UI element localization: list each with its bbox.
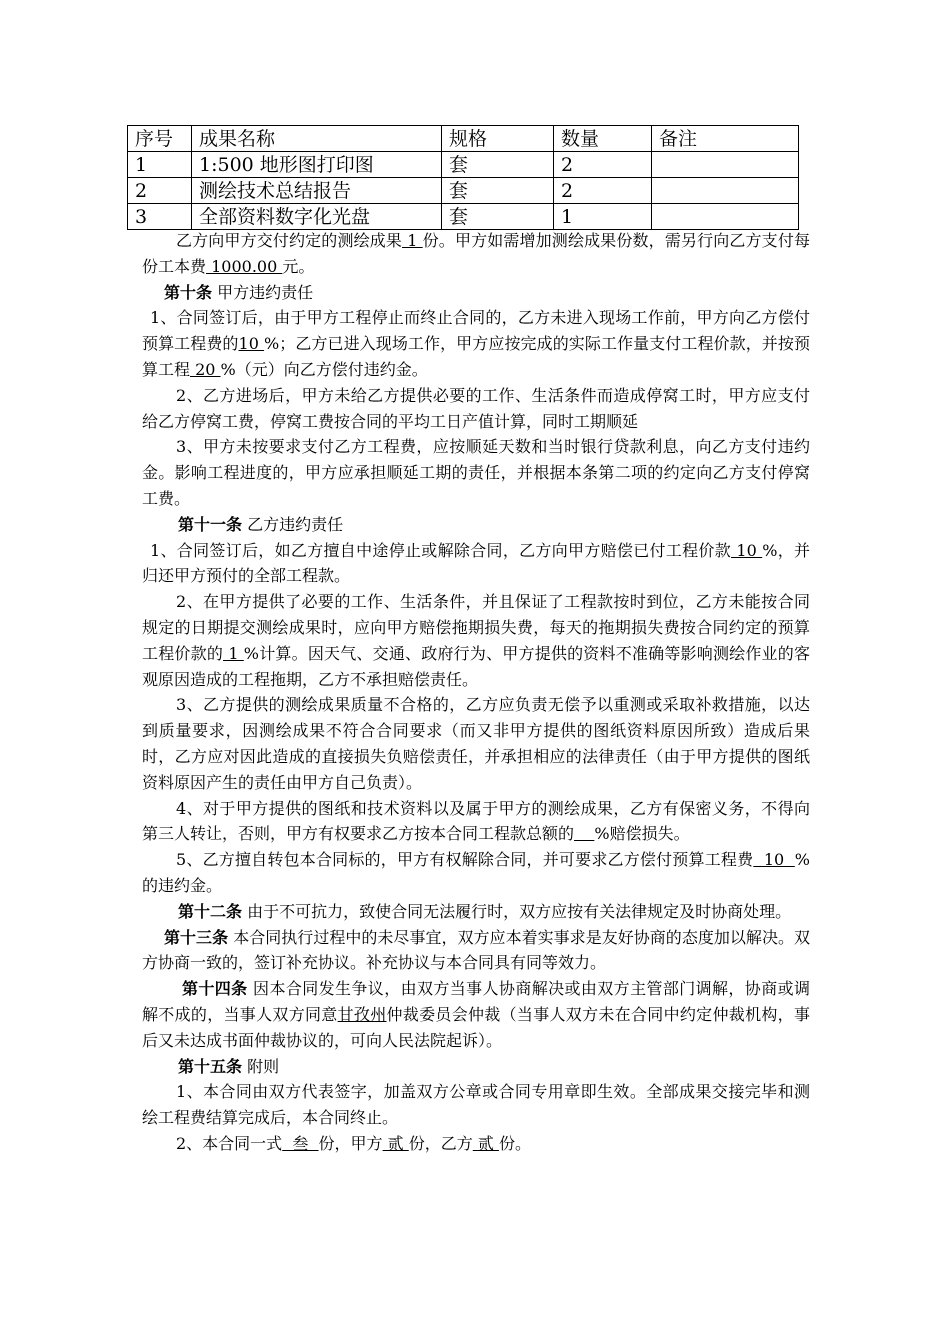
article-subtitle: 附则 — [242, 1056, 280, 1076]
article-title: 第十四条 — [182, 979, 248, 999]
text: 仲裁委员会仲裁（当事人双方未在合同中约定仲裁机构，事后又未达成书面仲裁协议的，可向人民法院起诉）。 — [142, 1004, 810, 1050]
article-12 — [142, 899, 810, 925]
table-cell: 2 — [554, 152, 652, 178]
article-10-item-3: 3、甲方未按要求支付乙方工程费，应按顺延天数和当时银行贷款利息，向乙方支付违约金。影响工程进度的，甲方应承担顺延工期的责任，并根据本条第二项的约定向乙方支付停窝工费。 — [142, 437, 810, 508]
text: 份。 — [498, 1133, 531, 1153]
header-cell: 序号 — [128, 126, 192, 152]
article-title: 第十条 — [164, 282, 213, 302]
article-14 — [142, 976, 810, 1053]
percent-value: 10 — [753, 850, 795, 870]
text: 由于不可抗力，致使合同无法履行时，双方应按有关法律规定及时协商处理。 — [242, 901, 792, 921]
article-11-item-3: 3、乙方提供的测绘成果质量不合格的，乙方应负责无偿予以重测或采取补救措施，以达到质量要求，因测绘成果不符合合同要求（而又非甲方提供的图纸资料原因所致）造成后果时，乙方应对因此造成的直接损失负赔偿责任，并承担相应的法律责任（由于甲方提供的图纸资料原因产生的责任由甲方自己负责）。 — [142, 695, 810, 792]
table-cell — [652, 152, 799, 178]
text: %的违约金。 — [142, 850, 810, 895]
article-11-heading — [142, 512, 810, 538]
text: %计算。因天气、交通、政府行为、甲方提供的资料不准确等影响测绘作业的客观原因造成的工程拖期，乙方不承担赔偿责任。 — [142, 643, 810, 689]
text: %赔偿损失。 — [594, 824, 690, 844]
text: 份。甲方如需增加测绘成果份数，需另行向乙方支付每份工本费 — [142, 231, 810, 276]
table-cell — [652, 204, 799, 230]
table-cell: 1 — [128, 152, 192, 178]
table-cell: 1:500 地形图打印图 — [192, 152, 442, 178]
text: 本合同执行过程中的未尽事宜，双方应本着实事求是友好协商的态度加以解决。双方协商一致的，签订补充协议。补充协议与本合同具有同等效力。 — [142, 927, 810, 973]
percent-value: 10 — [731, 540, 763, 560]
table-row — [128, 152, 799, 178]
text: %；乙方已进入现场工作，甲方应按完成的实际工作量支付工程价款，并按预算工程 — [142, 334, 810, 379]
table-cell: 全部资料数字化光盘 — [192, 204, 442, 230]
article-title: 第十五条 — [178, 1056, 243, 1076]
article-11-item-1 — [142, 538, 810, 590]
article-13 — [142, 925, 810, 977]
text: 元。 — [282, 256, 315, 276]
percent-value: 10 — [238, 334, 265, 354]
fee-value: 1000.00 — [206, 256, 283, 276]
copies-party-a: 贰 — [382, 1133, 409, 1153]
delivery-paragraph — [142, 228, 810, 280]
contract-body — [142, 228, 810, 1157]
article-15-heading — [142, 1054, 810, 1080]
header-cell: 备注 — [652, 126, 799, 152]
article-title: 第十一条 — [178, 514, 243, 534]
percent-value: 20 — [190, 359, 221, 379]
blank-value — [574, 824, 594, 843]
text: 4、对于甲方提供的图纸和技术资料以及属于甲方的测绘成果，乙方有保密义务，不得向第三人转让，否则，甲方有权要求乙方按本合同工程款总额的 — [142, 798, 810, 844]
table-cell: 1 — [554, 204, 652, 230]
table-cell: 套 — [442, 178, 554, 204]
deliverables-table — [127, 125, 799, 230]
article-title: 第十二条 — [178, 901, 243, 921]
article-10-item-2: 2、乙方进场后，甲方未给乙方提供必要的工作、生活条件而造成停窝工时，甲方应支付给乙方停窝工费，停窝工费按合同的平均工日产值计算，同时工期顺延 — [142, 385, 810, 431]
header-cell: 规格 — [442, 126, 554, 152]
copies-value: 1 — [402, 231, 423, 250]
table-cell: 2 — [128, 178, 192, 204]
table-row — [128, 204, 799, 230]
article-title: 第十三条 — [164, 927, 229, 947]
text: 1、合同签订后，如乙方擅自中途停止或解除合同，乙方向甲方赔偿已付工程价款 — [150, 540, 732, 560]
copies-total: 叁 — [282, 1133, 319, 1153]
table-cell: 套 — [442, 152, 554, 178]
article-10-item-1 — [142, 305, 810, 382]
article-subtitle: 乙方违约责任 — [242, 514, 344, 534]
text: 份，乙方 — [408, 1133, 473, 1153]
table-header-row — [128, 126, 799, 152]
table-row — [128, 178, 799, 204]
text: 因本合同发生争议，由双方当事人协商解决或由双方主管部门调解，协商或调解不成的，当事人双方同意 — [142, 979, 810, 1024]
copies-party-b: 贰 — [472, 1133, 499, 1153]
text: %（元）向乙方偿付违约金。 — [220, 359, 428, 379]
text: 5、乙方擅自转包本合同标的，甲方有权解除合同，并可要求乙方偿付预算工程费 — [176, 850, 754, 870]
text: 份，甲方 — [318, 1133, 383, 1153]
text: 2、在甲方提供了必要的工作、生活条件，并且保证了工程款按时到位，乙方未能按合同规定的日期提交测绘成果时，应向甲方赔偿拖期损失费，每天的拖期损失费按合同约定的预算工程价款的 — [142, 592, 810, 663]
text: 乙方向甲方交付约定的测绘成果 — [176, 231, 403, 250]
arbitration-city: 甘孜州 — [337, 1004, 387, 1024]
table-cell: 测绘技术总结报告 — [192, 178, 442, 204]
table-cell: 3 — [128, 204, 192, 230]
header-cell: 数量 — [554, 126, 652, 152]
article-15-item-1: 1、本合同由双方代表签字，加盖双方公章或合同专用章即生效。全部成果交接完毕和测绘工程费结算完成后，本合同终止。 — [142, 1082, 810, 1128]
article-subtitle: 甲方违约责任 — [212, 282, 314, 302]
table-cell: 套 — [442, 204, 554, 230]
text: 2、本合同一式 — [176, 1133, 283, 1153]
article-11-item-2 — [142, 589, 810, 692]
header-cell: 成果名称 — [192, 126, 442, 152]
article-11-item-4 — [142, 796, 810, 848]
table-cell — [652, 178, 799, 204]
text: 1、合同签订后，由于甲方工程停止而终止合同的，乙方未进入现场工作前，甲方向乙方偿付预算工程费的 — [142, 308, 810, 354]
article-15-item-2 — [142, 1131, 810, 1157]
percent-value: 1 — [223, 643, 244, 663]
text: %，并归还甲方预付的全部工程款。 — [142, 540, 810, 586]
article-11-item-5 — [142, 847, 810, 899]
article-10-heading — [142, 280, 810, 306]
table-cell: 2 — [554, 178, 652, 204]
